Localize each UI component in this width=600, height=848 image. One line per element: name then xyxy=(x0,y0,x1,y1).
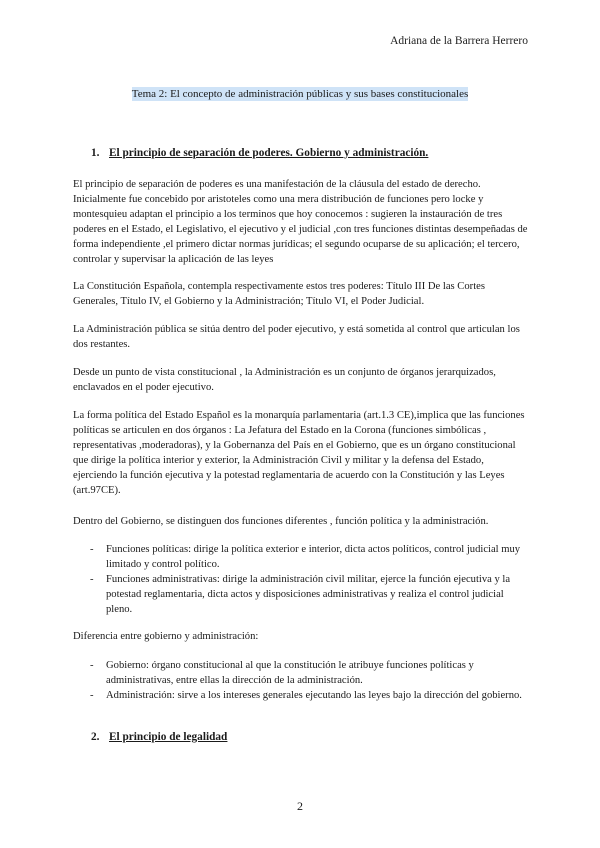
section-2-heading xyxy=(91,731,227,743)
dash-bullet: - xyxy=(90,690,94,701)
list-item-text: Administración: sirve a los intereses generales ejecutando las leyes bajo la dirección del gobierno. xyxy=(106,690,522,701)
paragraph: Desde un punto de vista constitucional , la Administración es un conjunto de órganos jerarquizados, enclavados en el poder ejecutivo. xyxy=(73,367,496,393)
body-text xyxy=(73,177,529,267)
section-1-heading xyxy=(91,147,428,159)
paragraph: La forma política del Estado Español es la monarquía parlamentaria (art.1.3 CE),implica que las funciones políticas se articulen en dos órganos : La Jefatura del Estado en la Corona (funciones simbólicas , representativas ,moderadoras), y la Gobernanza del País en el Gobierno, que es un órgano constitucional que dirige la política interior y exterior, la Administración Civil y militar y la defensa del Estado, ejerciendo la función ejecutiva y la potestad reglamentaria de acuerdo con la Constitución y las Leyes (art.97CE). xyxy=(73,410,525,496)
section-2-title: El principio de legalidad xyxy=(109,731,228,743)
bullet-list xyxy=(73,658,529,703)
body-text xyxy=(73,322,529,352)
body-text xyxy=(73,629,529,644)
paragraph: El principio de separación de poderes es una manifestación de la cláusula del estado de derecho. Inicialmente fue concebido por aristoteles como una mera distribución de funciones pero locke y montesquieu adaptan el principio a los terminos que hoy conocemos : sugieren la instauración de tres poderes en el Estado, el Legislativo, el ejecutivo y el judicial ,con tres funciones distintas desempeñadas de forma independiente ,el primero dictar normas jurídicas; el segundo ocuparse de su aplicación; el tercero, controlar y supervisar la aplicación de las leyes xyxy=(73,179,528,265)
bullet-list xyxy=(73,542,529,617)
page-number: 2 xyxy=(297,799,303,813)
list-item-text: Funciones políticas: dirige la política exterior e interior, dicta actos políticos, control judicial muy limitado y control político. xyxy=(106,544,521,570)
section-2-number: 2. xyxy=(91,731,100,743)
body-text xyxy=(73,514,529,529)
dash-bullet: - xyxy=(90,660,94,671)
section-1-title: El principio de separación de poderes. Gobierno y administración. xyxy=(109,147,429,159)
body-text xyxy=(73,279,529,309)
list-item xyxy=(73,572,529,617)
paragraph: La Constitución Española, contempla respectivamente estos tres poderes: Título III De las Cortes Generales, Título IV, el Gobierno y la Administración; Título VI, el Poder Judicial. xyxy=(73,281,485,307)
list-item xyxy=(73,658,529,688)
topic-title-text: Tema 2: El concepto de administración públicas y sus bases constitucionales xyxy=(131,88,469,100)
list-item-text: Funciones administrativas: dirige la administración civil militar, ejerce la función ejecutiva y la potestad reglamentaria, dicta actos y disposiciones administrativas y realiza el control judicial pleno. xyxy=(106,574,511,615)
header-author: Adriana de la Barrera Herrero xyxy=(390,35,528,47)
dash-bullet: - xyxy=(90,544,94,555)
paragraph: Diferencia entre gobierno y administración: xyxy=(73,631,259,642)
list-item xyxy=(73,542,529,572)
paragraph: La Administración pública se sitúa dentro del poder ejecutivo, y está sometida al control que articulan los dos restantes. xyxy=(73,324,520,350)
body-text xyxy=(73,408,529,498)
paragraph: Dentro del Gobierno, se distinguen dos funciones diferentes , función política y la administración. xyxy=(73,516,489,527)
section-1-number: 1. xyxy=(91,147,100,159)
topic-title xyxy=(0,88,600,100)
list-item xyxy=(73,688,529,703)
body-text xyxy=(73,365,529,395)
list-item-text: Gobierno: órgano constitucional al que la constitución le atribuye funciones políticas y administrativas, entre ellas la dirección de la administración. xyxy=(106,660,474,686)
dash-bullet: - xyxy=(90,574,94,585)
